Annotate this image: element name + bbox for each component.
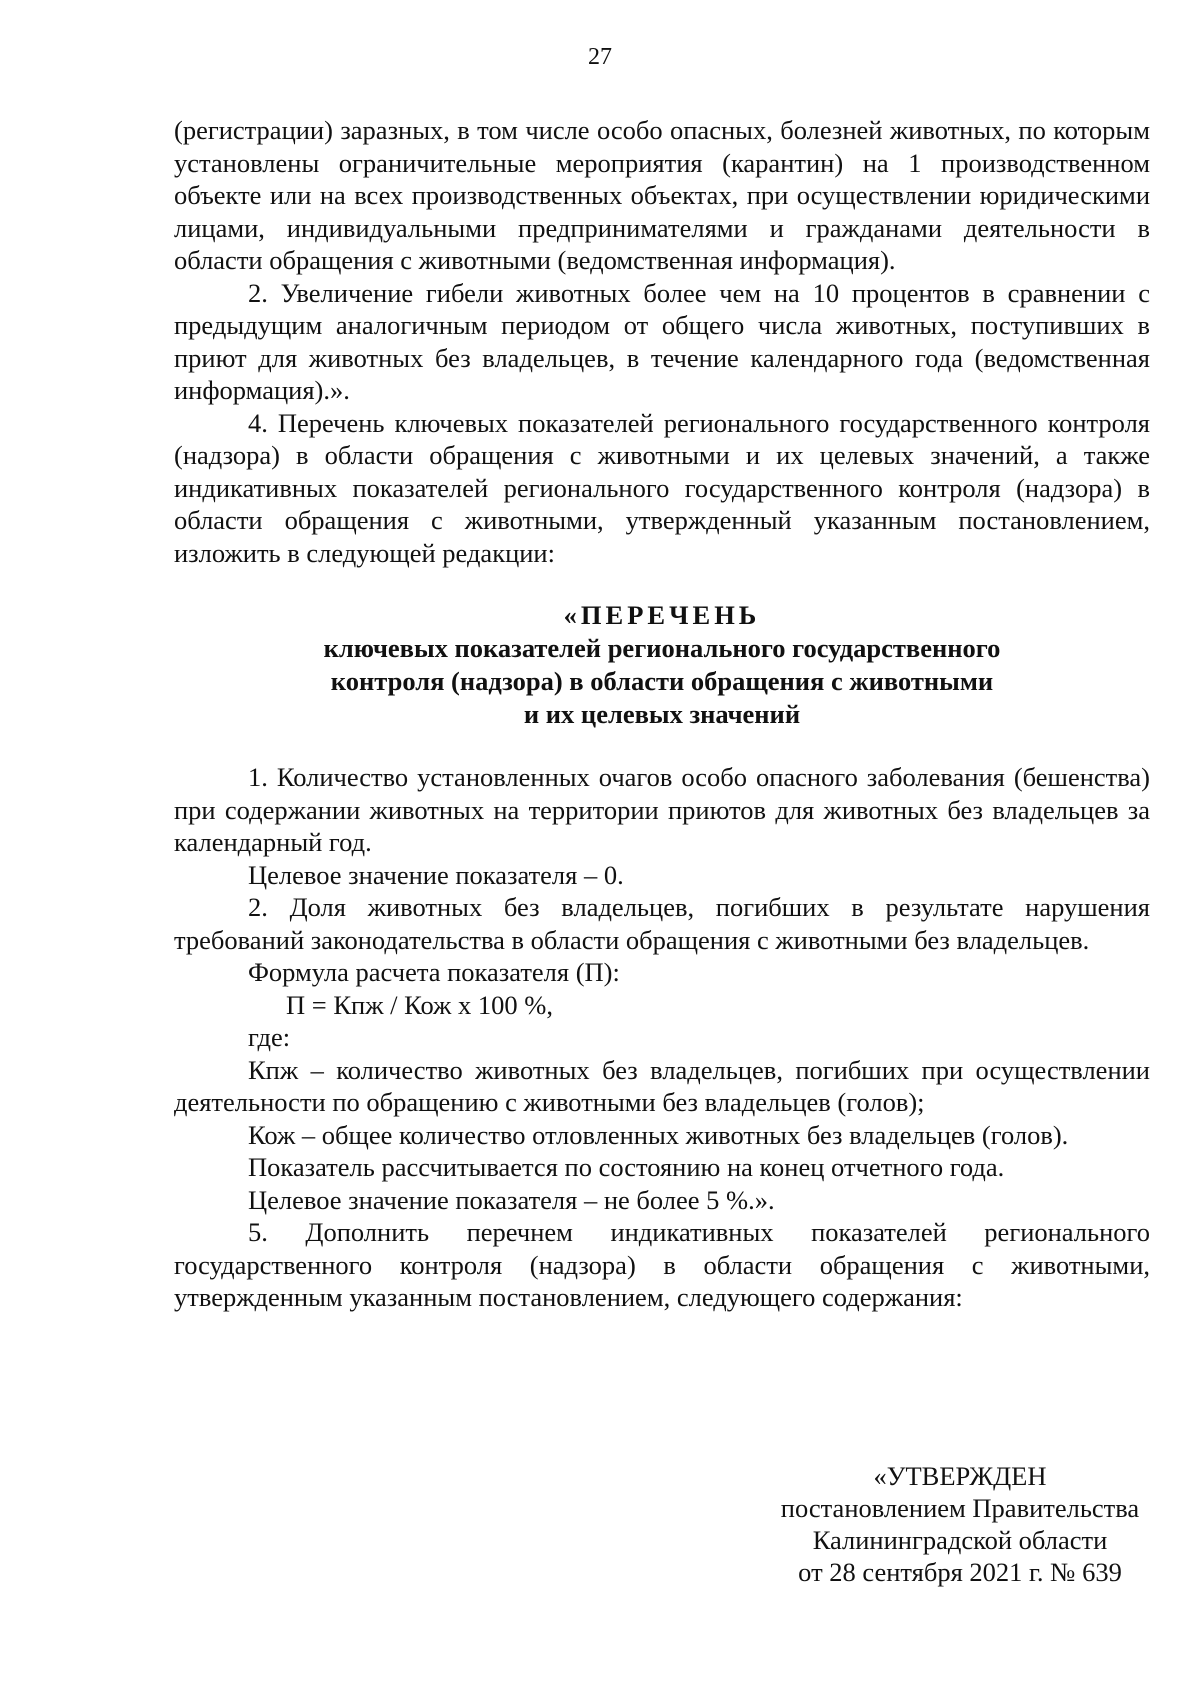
list-heading (174, 599, 1150, 731)
paragraph-continuation: (регистрации) заразных, в том числе особо опасных, болезней животных, по которым установлены ограничительные мероприятия (карантин) на 1 производственном объекте или на всех производственных объектах, при осуществлении юридическими лицами, индивидуальными предпринимателями и гражданами деятельности в области обращения с животными (ведомственная информация). (174, 115, 1150, 275)
formula-label: Формула расчета показателя (П): (248, 957, 620, 987)
where-label: где: (248, 1022, 291, 1052)
heading-line-3: и их целевых значений (523, 699, 801, 729)
approved-line-1: «УТВЕРЖДЕН (873, 1461, 1047, 1491)
formula: П = Кпж / Кож х 100 %, (286, 989, 553, 1020)
indicator-2: 2. Доля животных без владельцев, погибших в результате нарушения требований законодательства в области обращения с животными без владельцев. (174, 892, 1150, 955)
approved-line-4: от 28 сентября 2021 г. № 639 (798, 1557, 1122, 1587)
approved-line-2: постановлением Правительства (780, 1493, 1140, 1523)
indicator-2-target: Целевое значение показателя – не более 5 %.». (248, 1184, 775, 1215)
calculation-note: Показатель рассчитывается по состоянию на конец отчетного года. (248, 1152, 1005, 1182)
approval-stamp-block (760, 1460, 1160, 1588)
indicator-1: 1. Количество установленных очагов особо опасного заболевания (бешенства) при содержании животных на территории приютов для животных без владельцев за календарный год. (174, 762, 1150, 857)
heading-title: «ПЕРЕЧЕНЬ (563, 600, 761, 630)
indicator-1-target: Целевое значение показателя – 0. (248, 859, 624, 890)
paragraph-item-5: 5. Дополнить перечнем индикативных показателей регионального государственного контроля (надзора) в области обращения с животными, утвержденным указанным постановлением, следующего содержания: (174, 1217, 1150, 1312)
definition-kozh: Кож – общее количество отловленных животных без владельцев (голов). (248, 1119, 1069, 1150)
document-body (174, 114, 1150, 1314)
definition-kpzh: Кпж – количество животных без владельцев, погибших при осуществлении деятельности по обращению с животными без владельцев (голов); (174, 1054, 1150, 1117)
heading-line-2: контроля (надзора) в области обращения с животными (330, 666, 994, 696)
approved-line-3: Калининградской области (812, 1525, 1108, 1555)
paragraph-item-2: 2. Увеличение гибели животных более чем на 10 процентов в сравнении с предыдущим аналогичным периодом от общего числа животных, поступивших в приют для животных без владельцев, в течение календарного года (ведомственная информация).». (174, 277, 1150, 405)
paragraph-item-4: 4. Перечень ключевых показателей регионального государственного контроля (надзора) в области обращения с животными и их целевых значений, а также индикативных показателей регионального государственного контроля (надзора) в области обращения с животными, утвержденный указанным постановлением, изложить в следующей редакции: (174, 407, 1150, 568)
page-number: 27 (588, 44, 612, 70)
heading-line-1: ключевых показателей регионального государственного (323, 633, 1001, 663)
